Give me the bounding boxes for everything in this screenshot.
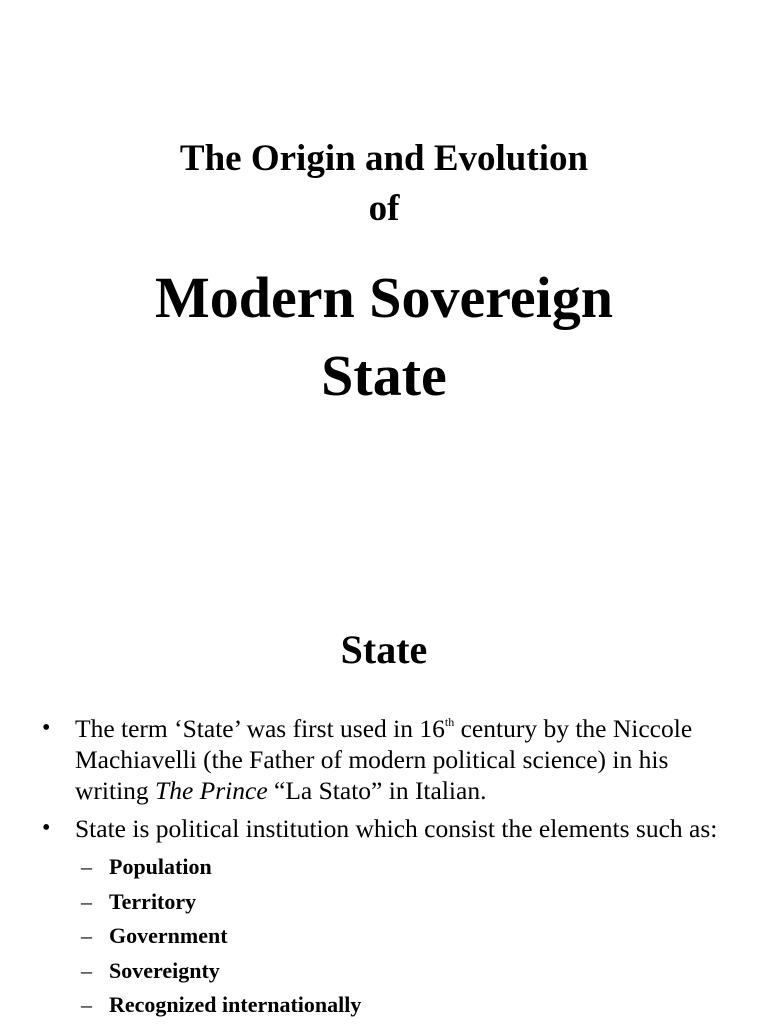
bullet-item bbox=[0, 813, 768, 1023]
element-label: Population bbox=[109, 854, 212, 879]
element-item bbox=[75, 885, 728, 920]
element-label: Territory bbox=[109, 888, 197, 914]
slide-title: State bbox=[340, 627, 428, 672]
ordinal-suffix: th bbox=[444, 715, 455, 729]
bullet-icon: • bbox=[42, 715, 51, 741]
element-label: Recognized internationally bbox=[109, 992, 362, 1017]
bullet-list bbox=[0, 713, 768, 1030]
main-title-line-2: State bbox=[321, 343, 447, 408]
element-list bbox=[75, 850, 728, 1023]
dash-icon: – bbox=[81, 854, 92, 879]
element-item bbox=[75, 919, 728, 954]
element-label: Sovereignty bbox=[109, 957, 220, 983]
dash-icon: – bbox=[81, 888, 92, 914]
bullet-item bbox=[0, 713, 768, 806]
bullet-text: State is political institution which consist the elements such as: bbox=[75, 814, 718, 843]
bullet-text-part3: “La Stato” in Italian. bbox=[267, 776, 487, 805]
title-line-2: of bbox=[368, 188, 400, 229]
bullet-icon: • bbox=[42, 815, 51, 841]
content-slide bbox=[0, 580, 768, 1024]
element-item bbox=[75, 988, 728, 1023]
element-item bbox=[75, 954, 728, 989]
dash-icon: – bbox=[81, 957, 92, 983]
bullet-text-part1: The term ‘State’ was first used in 16 bbox=[75, 714, 445, 743]
element-label: Government bbox=[109, 923, 228, 948]
book-title: The Prince bbox=[155, 776, 268, 805]
bullet-text-part2: century by the Niccole Machiavelli (the Father of modern political science) in his writing bbox=[75, 714, 693, 805]
title-line-1: The Origin and Evolution bbox=[179, 138, 589, 179]
dash-icon: – bbox=[81, 923, 92, 948]
dash-icon: – bbox=[81, 992, 92, 1017]
main-title-line-1: Modern Sovereign bbox=[154, 265, 614, 330]
element-item bbox=[75, 850, 728, 885]
